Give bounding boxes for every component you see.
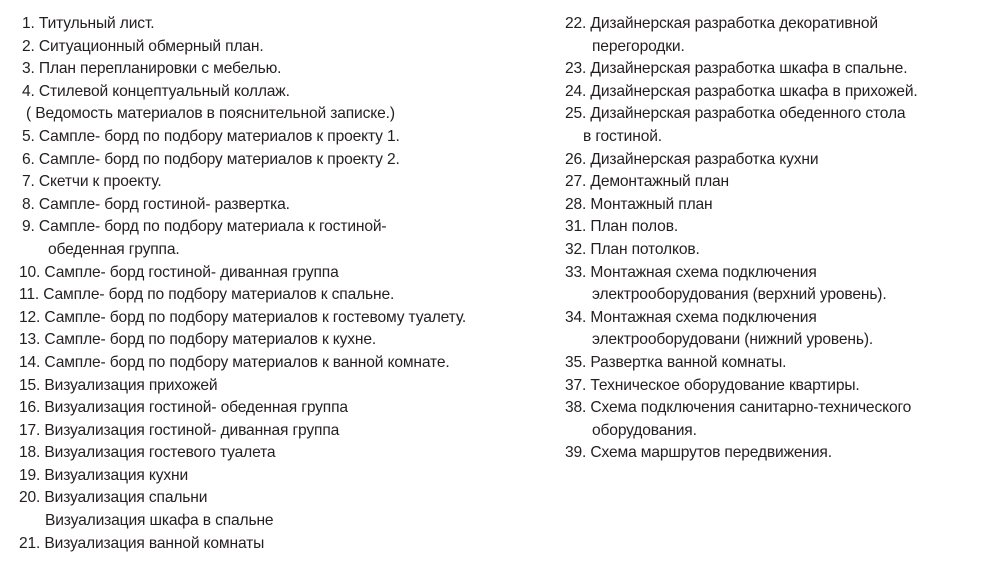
item-text: 19. Визуализация кухни <box>19 466 189 484</box>
item-text: 37. Техническое оборудование квартиры. <box>565 376 860 394</box>
item-text: 4. Стилевой концептуальный коллаж. <box>22 82 290 100</box>
item-text: перегородки. <box>592 37 685 55</box>
list-item <box>19 375 552 398</box>
item-text: 20. Визуализация спальни <box>19 489 208 507</box>
item-text: 25. Дизайнерская разработка обеденного стола <box>565 105 906 123</box>
contents-list-left <box>19 13 552 555</box>
list-item <box>22 149 552 172</box>
list-item <box>22 58 552 81</box>
list-item-continuation <box>565 36 985 59</box>
item-text: 16. Визуализация гостиной- обеденная группа <box>19 399 348 417</box>
contents-list-right <box>565 13 985 465</box>
item-text: 2. Ситуационный обмерный план. <box>22 37 264 55</box>
list-item <box>565 149 985 172</box>
list-item-continuation <box>565 284 985 307</box>
item-text: 15. Визуализация прихожей <box>19 376 218 394</box>
list-item-continuation <box>22 103 552 126</box>
list-item <box>565 81 985 104</box>
list-item <box>19 352 552 375</box>
list-item <box>565 216 985 239</box>
item-text: 33. Монтажная схема подключения <box>565 263 817 281</box>
item-text: 39. Схема маршрутов передвижения. <box>565 444 832 462</box>
item-text: ( Ведомость материалов в пояснительной записке.) <box>26 105 395 123</box>
list-item <box>565 13 985 36</box>
item-text: 18. Визуализация гостевого туалета <box>19 444 276 462</box>
item-text: 22. Дизайнерская разработка декоративной <box>565 15 878 32</box>
list-item <box>19 284 552 307</box>
item-text: 21. Визуализация ванной комнаты <box>19 534 265 552</box>
item-text: 13. Сампле- борд по подбору материалов к кухне. <box>19 331 377 349</box>
item-text: 23. Дизайнерская разработка шкафа в спальне. <box>565 60 908 78</box>
list-item-continuation <box>565 126 985 149</box>
item-text: 26. Дизайнерская разработка кухни <box>565 150 819 168</box>
list-item <box>19 487 552 510</box>
item-text: оборудования. <box>592 421 697 439</box>
item-text: в гостиной. <box>583 127 662 145</box>
list-item-continuation <box>565 420 985 443</box>
item-text: 12. Сампле- борд по подбору материалов к гостевому туалету. <box>19 308 467 326</box>
item-text: 7. Скетчи к проекту. <box>22 173 162 191</box>
list-item-continuation <box>22 510 552 533</box>
list-item <box>22 216 552 239</box>
item-text: 32. План потолков. <box>565 240 700 258</box>
item-text: 5. Сампле- борд по подбору материалов к проекту 1. <box>22 127 400 145</box>
list-item <box>565 58 985 81</box>
list-item <box>19 533 552 556</box>
item-text: электрооборудовани (нижний уровень). <box>592 331 874 349</box>
list-item-continuation <box>22 239 552 262</box>
list-item <box>565 375 985 398</box>
list-item <box>19 262 552 285</box>
list-item <box>565 397 985 420</box>
list-item <box>565 194 985 217</box>
list-item <box>565 103 985 126</box>
item-text: обеденная группа. <box>48 240 180 258</box>
list-item <box>22 171 552 194</box>
list-item-continuation <box>565 329 985 352</box>
item-text: 28. Монтажный план <box>565 195 713 213</box>
list-item <box>22 81 552 104</box>
item-text: 14. Сампле- борд по подбору материалов к ванной комнате. <box>19 353 450 371</box>
item-text: 27. Демонтажный план <box>565 173 730 191</box>
item-text: 8. Сампле- борд гостиной- развертка. <box>22 195 290 213</box>
list-item <box>22 13 552 36</box>
item-text: 38. Схема подключения санитарно-технического <box>565 399 912 417</box>
item-text: 34. Монтажная схема подключения <box>565 308 817 326</box>
list-item <box>19 465 552 488</box>
item-text: 17. Визуализация гостиной- диванная группа <box>19 421 340 439</box>
list-item <box>565 239 985 262</box>
list-item <box>19 397 552 420</box>
list-item <box>565 262 985 285</box>
list-item <box>19 329 552 352</box>
item-text: 11. Сампле- борд по подбору материалов к спальне. <box>19 286 395 304</box>
item-text: Визуализация шкафа в спальне <box>45 512 274 530</box>
list-item <box>22 126 552 149</box>
item-text: 35. Развертка ванной комнаты. <box>565 353 787 371</box>
item-text: электрооборудования (верхний уровень). <box>592 286 887 304</box>
list-item <box>565 442 985 465</box>
item-text: 6. Сампле- борд по подбору материалов к проекту 2. <box>22 150 400 168</box>
item-text: 3. План перепланировки с мебелью. <box>22 60 282 78</box>
list-item <box>565 307 985 330</box>
item-text: 10. Сампле- борд гостиной- диванная группа <box>19 263 339 281</box>
list-item <box>22 36 552 59</box>
list-item <box>19 420 552 443</box>
list-item <box>565 171 985 194</box>
item-text: 31. План полов. <box>565 218 679 236</box>
list-item <box>565 352 985 375</box>
list-item <box>19 307 552 330</box>
item-text: 1. Титульный лист. <box>22 15 155 32</box>
list-item <box>22 194 552 217</box>
item-text: 9. Сампле- борд по подбору материала к гостиной- <box>22 218 387 236</box>
list-item <box>19 442 552 465</box>
item-text: 24. Дизайнерская разработка шкафа в прихожей. <box>565 82 918 100</box>
